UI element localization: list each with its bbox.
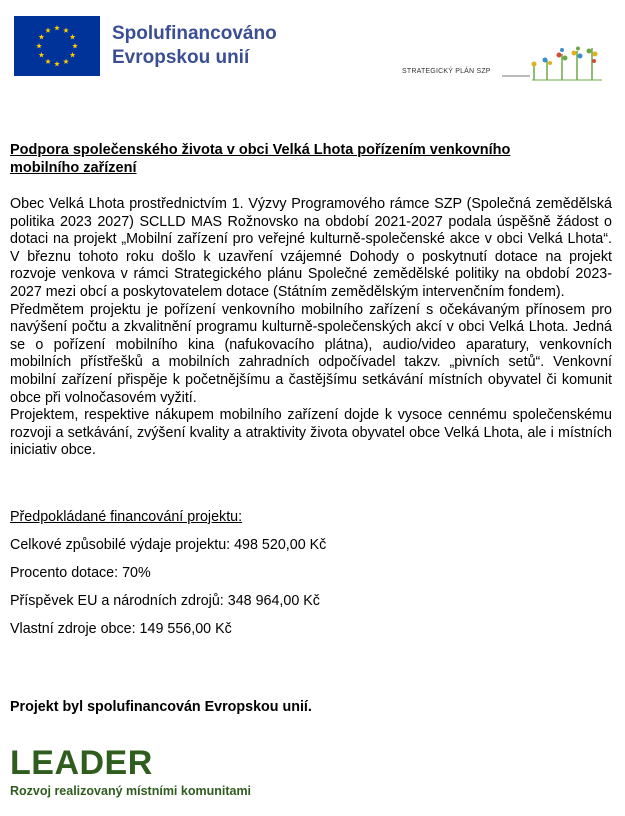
- eu-star: [54, 25, 60, 30]
- eu-star: [70, 34, 76, 39]
- eu-star: [54, 61, 60, 66]
- eu-flag-logo: [14, 16, 100, 76]
- body-paragraph: Předmětem projektu je pořízení venkovního mobilního zařízení s očekávaným přínosem pro navýšení počtu a zkvalitnění programu kulturně-společenských akcí v obci Velká Lhota. Jedná se o pořízení mobilního kina (nafukovacího plátna), audio/video aparatury, venkovních mobilních přístřešků a mobilních zahradních odpočívadel takzv. „pivních setů“. Venkovní mobilní zařízení přispěje k početnějšímu a častějšímu setkávání místních obyvatel či komunit obce při volnočasovém vyžití.: [10, 301, 612, 406]
- financing-heading-text: Předpokládané financování projektu: [10, 509, 239, 525]
- financing-percent: Procento dotace: 70%: [10, 565, 151, 581]
- closing-statement: Projekt byl spolufinancován Evropskou unií.: [10, 699, 312, 715]
- eu-star: [63, 27, 69, 32]
- szp-logo: [402, 46, 607, 86]
- eu-star: [72, 43, 78, 48]
- body-paragraph: Obec Velká Lhota prostřednictvím 1. Výzvy Programového rámce SZP (Společná zemědělská politika 2023 2027) SCLLD MAS Rožnovsko na období 2021-2027 podala úspěšně žádost o dotaci na projekt „Mobilní zařízení pro veřejné kulturně-společenské akce v obci Velká Lhota“. V březnu tohoto roku došlo k uzavření vzájemné Dohody o poskytnutí dotace na projekt rozvoje venkova v rámci Strategického plánu Společné zemědělské politiky na období 2023-2027 mezi obcí a poskytovatelem dotace (Státním zemědělským intervenčním fondem).: [10, 196, 612, 300]
- financing-eu-contribution: Příspěvek EU a národních zdrojů: 348 964,00 Kč: [10, 593, 320, 609]
- eu-star: [39, 52, 45, 57]
- body-paragraph: Projektem, respektive nákupem mobilního zařízení dojde k vysoce cennému společenskému rozvoji a setkávání, zvýšení kvality a atraktivity života obyvatel obce Velká Lhota, ale i místních iniciativ obce.: [10, 407, 612, 459]
- document-title: [10, 141, 570, 177]
- eu-star: [39, 34, 45, 39]
- financing-own-resources: Vlastní zdroje obce: 149 556,00 Kč: [10, 621, 232, 637]
- title-line-2: mobilního zařízení: [10, 160, 137, 176]
- eu-star: [63, 59, 69, 64]
- eu-star: [45, 59, 51, 64]
- leader-title: LEADER: [10, 744, 153, 782]
- eu-cofinanced-label: [112, 22, 277, 70]
- szp-plants-icon: [502, 46, 607, 86]
- financing-heading-colon: :: [238, 509, 243, 525]
- eu-label-line1: Spolufinancováno: [112, 23, 277, 44]
- eu-star: [45, 27, 51, 32]
- leader-subtitle: Rozvoj realizovaný místními komunitami: [10, 784, 252, 798]
- title-line-1: Podpora společenského života v obci Velká Lhota pořízením venkovního: [10, 142, 511, 158]
- eu-star: [70, 52, 76, 57]
- eu-star: [36, 43, 42, 48]
- eu-stars-icon: [14, 16, 100, 76]
- eu-label-line2: Evropskou unií: [112, 47, 250, 68]
- document-body: [10, 196, 612, 460]
- financing-total: Celkové způsobilé výdaje projektu: 498 520,00 Kč: [10, 537, 327, 553]
- financing-heading: [10, 509, 242, 525]
- szp-label: STRATEGICKÝ PLÁN SZP: [402, 68, 491, 75]
